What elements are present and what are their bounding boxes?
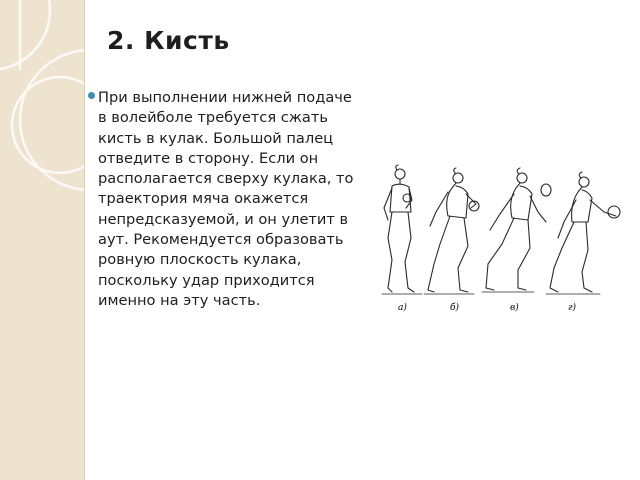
caption-b: б) xyxy=(450,303,460,313)
caption-a: а) xyxy=(398,303,407,313)
player-figure-b xyxy=(428,168,479,292)
bullet-dot-icon xyxy=(88,92,95,99)
decorative-side-panel xyxy=(0,0,88,480)
caption-d: г) xyxy=(568,303,577,313)
slide-title: 2. Кисть xyxy=(107,26,230,55)
player-figure-d xyxy=(550,172,620,292)
bullet-text: При выполнении нижней подаче в волейболе требуется сжать кисть в кулак. Большой палец отведите в сторону. Если он располагается сверху кулака, то траектория мяча окажется непредсказуемой, и он улетит в аут. Рекомендуется образовать ровную плоскость кулака, поскольку удар приходится именно на эту часть. xyxy=(98,89,354,309)
side-divider xyxy=(84,0,85,480)
player-figure-c xyxy=(486,168,551,290)
player-figure-a xyxy=(384,165,414,292)
caption-c: в) xyxy=(510,303,519,313)
volleyball-serve-figure xyxy=(378,160,626,320)
ground-marks xyxy=(382,292,600,294)
side-panel-fill xyxy=(0,0,84,480)
